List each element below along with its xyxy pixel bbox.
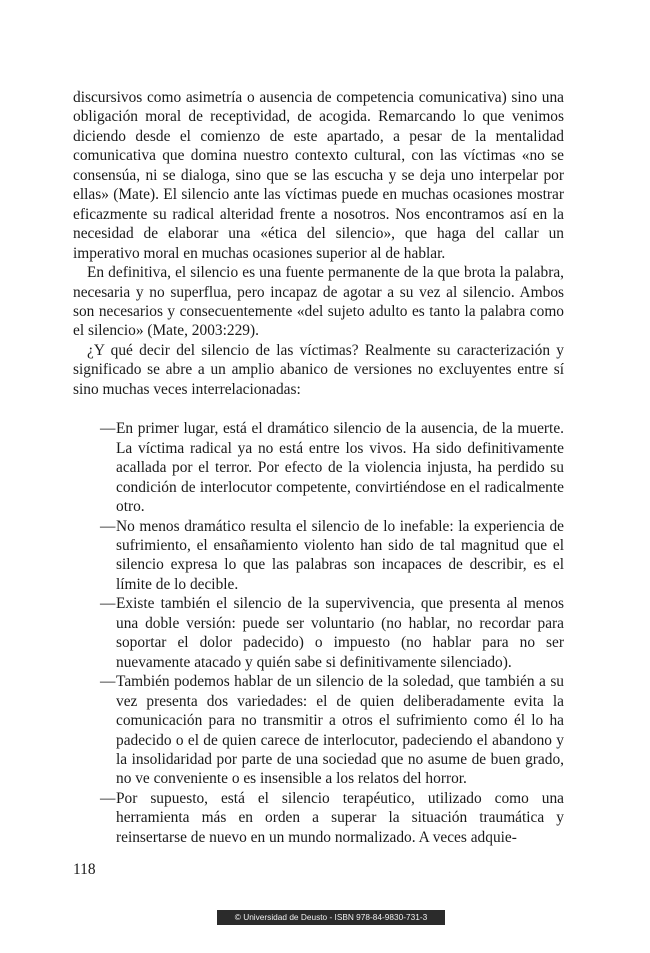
em-dash-marker: — bbox=[100, 517, 116, 535]
silence-types-list bbox=[73, 419, 564, 847]
page-number: 118 bbox=[73, 861, 96, 878]
list-item-text: También podemos hablar de un silencio de la soledad, que también a su vez presenta dos variedades: el de quien deliberadamente evita la comunicación para no transmitir a otros el sufrimiento como él lo ha padecido o el de quien carece de interlocutor, padeciendo el abandono y la insolidaridad por parte de una sociedad que no asume de buen grado, no ve conveniente o es insensible a los relatos del horror. bbox=[116, 673, 564, 788]
em-dash-marker: — bbox=[100, 789, 116, 807]
list-item-text: Existe también el silencio de la supervivencia, que presenta al menos una doble versión: puede ser voluntario (no hablar, no recordar para soportar el dolor padecido) o impuesto (no hablar para no ser nuevamente atacado y quién sabe si definitivamente silenciado). bbox=[116, 595, 564, 671]
em-dash-marker: — bbox=[100, 420, 116, 438]
list-item-text: No menos dramático resulta el silencio de lo inefable: la experiencia de sufrimiento, el ensañamiento violento han sido de tal magnitud que el silencio expresa lo que las palabras son incapaces de describir, es el límite de lo decible. bbox=[116, 517, 564, 593]
em-dash-marker: — bbox=[100, 673, 116, 691]
paragraph: discursivos como asimetría o ausencia de competencia comunicativa) sino una obligación moral de receptividad, de acogida. Remarcando lo que venimos diciendo desde el comienzo de este apartado, a pesar de la mentalidad comunicativa que domina nuestro contexto cultural, con las víctimas «no se consensúa, ni se dialoga, sino que se las escucha y se deja uno interpelar por ellas» (Mate). El silencio ante las víctimas puede en muchas ocasiones mostrar eficazmente su radical alteridad frente a nosotros. Nos encontramos así en la necesidad de elaborar una «ética del silencio», que haga del callar un imperativo moral en muchas ocasiones superior al de hablar. bbox=[73, 89, 564, 262]
list-item bbox=[73, 672, 564, 789]
paragraph: ¿Y qué decir del silencio de las víctimas? Realmente su caracterización y significado se abre a un amplio abanico de versiones no excluyentes entre sí sino muchas veces interrelacionadas: bbox=[73, 341, 564, 398]
page-body bbox=[73, 88, 564, 847]
list-item bbox=[73, 517, 564, 595]
list-item bbox=[73, 419, 564, 516]
list-item bbox=[73, 789, 564, 847]
list-item-text: Por supuesto, está el silencio terapéutico, utilizado como una herramienta más en orden a superar la situación traumática y reinsertarse de nuevo en un mundo normalizado. A veces adquie- bbox=[116, 789, 564, 846]
em-dash-marker: — bbox=[100, 595, 116, 613]
list-item bbox=[73, 594, 564, 672]
list-item-text: En primer lugar, está el dramático silencio de la ausencia, de la muerte. La víctima radical ya no está entre los vivos. Ha sido definitivamente acallada por el terror. Por efecto de la violencia injusta, ha perdido su condición de interlocutor competente, convirtiéndose en el radicalmente otro. bbox=[116, 420, 564, 516]
paragraph: En definitiva, el silencio es una fuente permanente de la que brota la palabra, necesaria y no superflua, pero incapaz de agotar a su vez al silencio. Ambos son necesarios y consecuentemente «del sujeto adulto es tanto la palabra como el silencio» (Mate, 2003:229). bbox=[73, 264, 564, 340]
copyright-footer: © Universidad de Deusto - ISBN 978-84-9830-731-3 bbox=[217, 910, 445, 925]
